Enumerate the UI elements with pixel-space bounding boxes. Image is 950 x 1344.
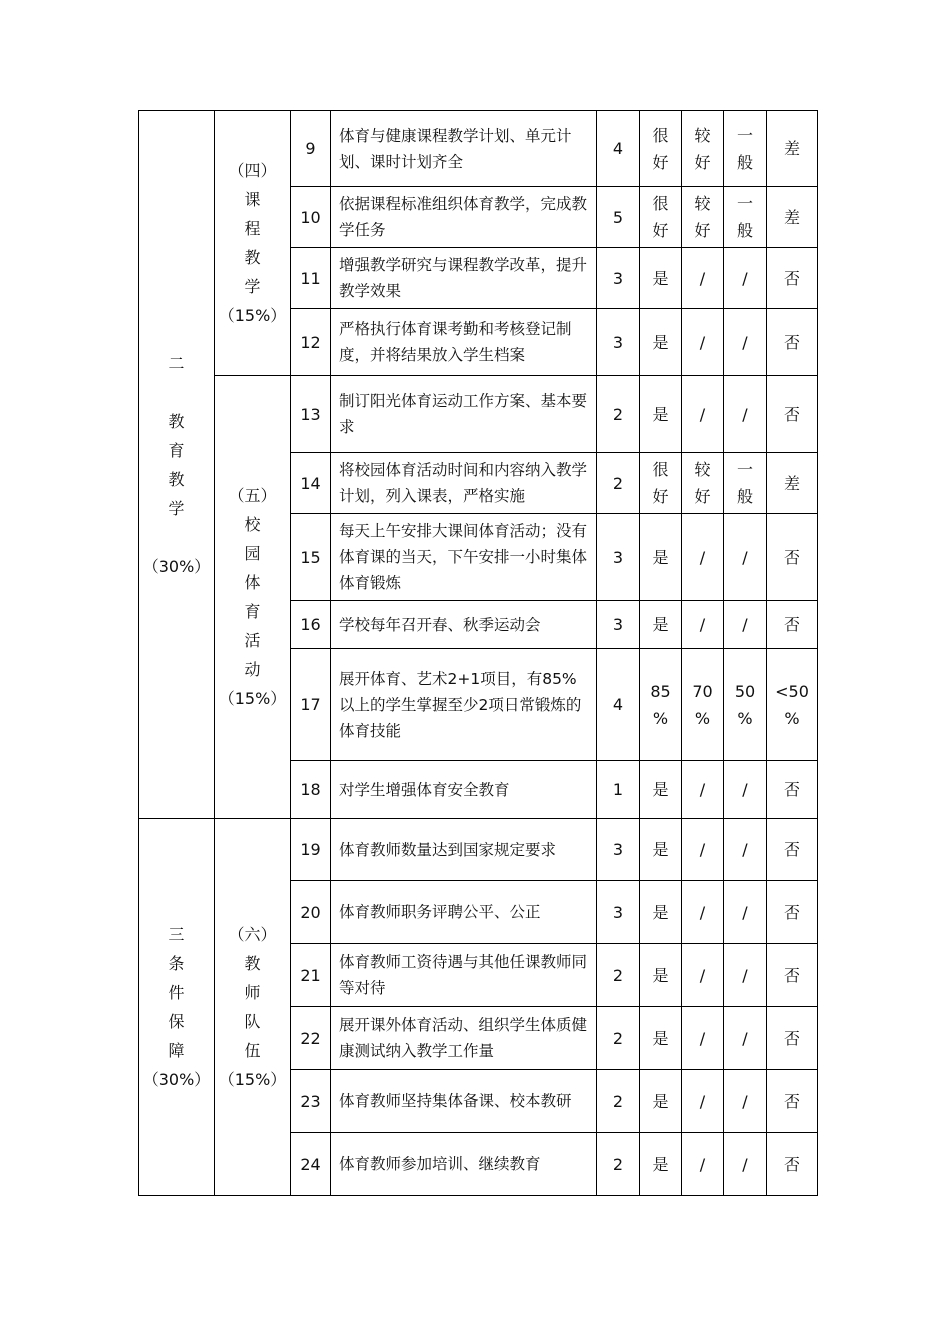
grade-option-d [767,187,818,248]
group-label-text: 校 [244,515,261,534]
grade-option-c-text: / [742,268,748,288]
grade-option-b-text: 好 [694,487,711,506]
grade-option-a-text: % [652,708,669,728]
grade-option-d [767,111,818,187]
group-label-text: 动 [244,660,261,679]
section-label-text: 条 [168,954,185,973]
grade-option-d-text: 差 [783,139,800,158]
item-number: 23 [291,1070,331,1133]
item-number: 10 [291,187,331,248]
grade-option-d-text: 差 [783,207,800,227]
grade-option-a-text: 好 [652,221,669,240]
grade-option-d-text: 否 [783,840,800,859]
group-label-text: 活 [244,631,261,650]
item-description: 增强教学研究与课程教学改革，提升教学效果 [331,248,597,309]
grade-option-b [682,601,724,649]
grade-option-a-text: 好 [652,152,669,172]
group-label-text: 伍 [244,1041,261,1060]
table-row [139,819,818,881]
grade-option-b [682,376,724,453]
section-label-text: 保 [168,1012,185,1031]
section-label-text [143,523,211,552]
grade-option-c-text: / [742,902,748,922]
item-number: 21 [291,944,331,1007]
grade-option-a [640,944,682,1007]
group-label-text: 师 [244,983,261,1002]
section-label [139,111,215,819]
item-score: 3 [597,514,640,601]
grade-option-c-text: / [742,965,748,985]
item-description: 体育教师职务评聘公平、公正 [331,881,597,944]
grade-option-d-text: % [784,708,800,728]
item-score: 3 [597,248,640,309]
grade-option-a-text: 是 [652,840,669,859]
section-label [139,819,215,1196]
item-score: 2 [597,376,640,453]
grade-option-b-text: 较 [694,460,711,479]
grade-option-a [640,649,682,761]
item-score: 2 [597,453,640,514]
grade-option-c-text: / [742,1091,748,1111]
item-score: 3 [597,881,640,944]
item-description: 体育教师工资待遇与其他任课教师同等对待 [331,944,597,1007]
section-label-text: 育 [168,440,185,460]
grade-option-a [640,1007,682,1070]
grade-option-b-text: / [699,332,706,352]
item-description: 学校每年召开春、秋季运动会 [331,601,597,649]
grade-option-d [767,944,818,1007]
grade-option-c-text: / [742,332,748,352]
grade-option-c-text: / [742,840,748,859]
grade-option-c [724,761,767,819]
grade-option-b [682,819,724,881]
grade-option-a [640,761,682,819]
grade-option-b [682,1007,724,1070]
grade-option-b-text: / [699,1028,706,1048]
item-description: 制订阳光体育运动工作方案、基本要求 [331,376,597,453]
grade-option-d [767,376,818,453]
grade-option-a [640,309,682,376]
grade-option-b-text: 较 [694,194,711,213]
group-label-text: 园 [244,544,261,563]
grade-option-c [724,514,767,601]
grade-option-a [640,453,682,514]
grade-option-d-text: 否 [783,1091,800,1111]
grade-option-c-text: / [742,1154,748,1174]
grade-option-b [682,1133,724,1196]
grade-option-c [724,453,767,514]
grade-option-b [682,649,724,761]
grade-option-a [640,248,682,309]
item-number: 16 [291,601,331,649]
grade-option-b [682,1070,724,1133]
grade-option-c-text: / [742,404,748,424]
group-label-text: 教 [244,248,261,267]
evaluation-table [138,110,818,1196]
item-number: 20 [291,881,331,944]
table-row [139,376,818,453]
grade-option-b-text: / [699,1091,706,1111]
grade-option-b [682,187,724,248]
grade-option-b-text: / [699,404,706,424]
grade-option-d-text: 否 [783,1154,800,1174]
grade-option-d [767,1133,818,1196]
group-label-text: （六） [228,925,277,944]
group-label-text: 教 [244,954,261,973]
grade-option-c-text: 般 [736,152,753,172]
grade-option-d [767,601,818,649]
item-number: 12 [291,309,331,376]
grade-option-c-text: / [742,615,748,634]
item-score: 2 [597,1070,640,1133]
group-label-text: 学 [244,277,261,296]
grade-option-b-text: / [699,965,706,985]
item-description: 体育教师参加培训、继续教育 [331,1133,597,1196]
grade-option-a-text: 很 [652,460,669,479]
group-label-text: （四） [228,161,277,180]
item-score: 2 [597,1133,640,1196]
item-score: 5 [597,187,640,248]
grade-option-d [767,761,818,819]
grade-option-b-text: / [699,547,706,567]
grade-option-b-text: % [694,708,711,728]
grade-option-a-text: 是 [652,1028,669,1048]
grade-option-d-text: 否 [783,268,800,288]
item-number: 18 [291,761,331,819]
grade-option-d-text: 否 [783,547,800,567]
grade-option-c-text: 一 [736,460,753,479]
group-label-text: （15%） [218,689,287,708]
group-label-text: 体 [244,573,261,592]
item-number: 15 [291,514,331,601]
group-label-text: 队 [244,1012,261,1031]
item-description: 依据课程标准组织体育教学，完成教学任务 [331,187,597,248]
grade-option-d [767,881,818,944]
grade-option-a-text: 是 [652,268,669,288]
grade-option-c-text: 般 [736,221,753,240]
item-description: 将校园体育活动时间和内容纳入教学计划，列入课表，严格实施 [331,453,597,514]
item-description: 对学生增强体育安全教育 [331,761,597,819]
group-label-text: （15%） [218,306,287,325]
section-label-text: 学 [168,498,185,518]
grade-option-a-text: 是 [652,1091,669,1111]
item-description: 展开体育、艺术2+1项目，有85%以上的学生掌握至少2项日常锻炼的体育技能 [331,649,597,761]
grade-option-b-text: 好 [694,221,711,240]
grade-option-d [767,248,818,309]
item-description: 体育与健康课程教学计划、单元计划、课时计划齐全 [331,111,597,187]
grade-option-c [724,601,767,649]
grade-option-d [767,1070,818,1133]
grade-option-a [640,111,682,187]
section-label-text: 障 [168,1041,185,1060]
grade-option-d-text: 差 [783,473,800,493]
grade-option-b-text: / [699,1154,706,1174]
group-label-text: 课 [244,190,261,209]
group-label-text: （15%） [218,1070,287,1089]
item-score: 3 [597,309,640,376]
table-row [139,111,818,187]
item-score: 3 [597,819,640,881]
group-label [215,376,291,819]
item-number: 24 [291,1133,331,1196]
grade-option-a [640,187,682,248]
grade-option-b [682,248,724,309]
grade-option-a [640,1133,682,1196]
section-label-text: （30%） [142,1070,211,1089]
grade-option-b [682,309,724,376]
grade-option-c [724,111,767,187]
grade-option-b-text: 70 [692,681,713,701]
grade-option-d [767,309,818,376]
grade-option-c-text: / [742,1028,748,1048]
item-description: 展开课外体育活动、组织学生体质健康测试纳入教学工作量 [331,1007,597,1070]
group-label-text: 程 [244,219,261,238]
grade-option-d-text: 否 [783,902,800,922]
item-score: 4 [597,111,640,187]
item-number: 14 [291,453,331,514]
grade-option-c [724,819,767,881]
item-description: 体育教师坚持集体备课、校本教研 [331,1070,597,1133]
grade-option-b [682,111,724,187]
section-label-text: 三 [168,925,185,944]
grade-option-d [767,1007,818,1070]
grade-option-c-text: / [742,547,748,567]
grade-option-c [724,649,767,761]
grade-option-b-text: 较 [694,125,711,145]
group-label-text: （五） [228,486,277,505]
grade-option-a-text: 是 [652,547,669,567]
item-number: 22 [291,1007,331,1070]
item-score: 3 [597,601,640,649]
item-number: 9 [291,111,331,187]
grade-option-b-text: / [699,902,706,922]
grade-option-d-text: 否 [783,615,800,634]
table-body [139,111,818,1196]
grade-option-a [640,819,682,881]
grade-option-b [682,944,724,1007]
grade-option-c-text: / [742,780,748,799]
grade-option-d [767,819,818,881]
grade-option-a-text: 很 [652,125,669,145]
grade-option-a-text: 85 [650,681,671,701]
grade-option-c [724,1070,767,1133]
grade-option-d-text: 否 [783,965,800,985]
grade-option-c-text: 般 [736,487,753,506]
grade-option-b [682,453,724,514]
item-score: 1 [597,761,640,819]
grade-option-a-text: 是 [652,404,669,424]
grade-option-b-text: / [699,268,706,288]
item-description: 严格执行体育课考勤和考核登记制度，并将结果放入学生档案 [331,309,597,376]
group-label [215,111,291,376]
group-label [215,819,291,1196]
item-score: 2 [597,1007,640,1070]
item-score: 2 [597,944,640,1007]
section-label-text: （30%） [142,556,211,576]
grade-option-a-text: 是 [652,332,669,352]
item-description: 每天上午安排大课间体育活动；没有体育课的当天，下午安排一小时集体体育锻炼 [331,514,597,601]
grade-option-c [724,248,767,309]
grade-option-c-text: 一 [736,194,753,213]
grade-option-b [682,514,724,601]
item-score: 4 [597,649,640,761]
grade-option-a-text: 是 [652,780,669,799]
section-label-text: 教 [168,411,185,431]
grade-option-c-text: % [737,708,753,728]
grade-option-a-text: 是 [652,965,669,985]
grade-option-a [640,376,682,453]
grade-option-c [724,309,767,376]
grade-option-a-text: 是 [652,1154,669,1174]
item-number: 17 [291,649,331,761]
grade-option-d [767,453,818,514]
section-label-text: 二 [168,353,185,373]
section-label-text [143,378,211,407]
grade-option-d [767,649,818,761]
grade-option-b-text: / [699,840,706,859]
item-description: 体育教师数量达到国家规定要求 [331,819,597,881]
grade-option-b [682,761,724,819]
grade-option-a-text: 是 [652,902,669,922]
section-label-text: 教 [168,469,185,489]
grade-option-d-text: 否 [783,332,800,352]
grade-option-b-text: / [699,780,706,799]
grade-option-a-text: 很 [652,194,669,213]
grade-option-d-text: <50 [775,681,809,701]
group-label-text: 育 [244,602,261,621]
grade-option-c [724,376,767,453]
grade-option-a-text: 是 [652,615,669,634]
grade-option-d-text: 否 [783,780,800,799]
grade-option-b-text: 好 [694,152,711,172]
grade-option-d-text: 否 [783,1028,800,1048]
grade-option-b [682,881,724,944]
item-number: 19 [291,819,331,881]
grade-option-c [724,1007,767,1070]
grade-option-c [724,187,767,248]
item-number: 11 [291,248,331,309]
grade-option-c [724,1133,767,1196]
grade-option-c-text: 50 [734,681,756,701]
grade-option-a [640,514,682,601]
grade-option-d [767,514,818,601]
grade-option-a [640,881,682,944]
grade-option-c [724,881,767,944]
grade-option-c [724,944,767,1007]
item-number: 13 [291,376,331,453]
grade-option-c-text: 一 [736,125,753,145]
grade-option-a-text: 好 [652,487,669,506]
grade-option-a [640,601,682,649]
grade-option-d-text: 否 [783,404,800,424]
grade-option-b-text: / [699,615,706,634]
grade-option-a [640,1070,682,1133]
section-label-text: 件 [168,983,185,1002]
